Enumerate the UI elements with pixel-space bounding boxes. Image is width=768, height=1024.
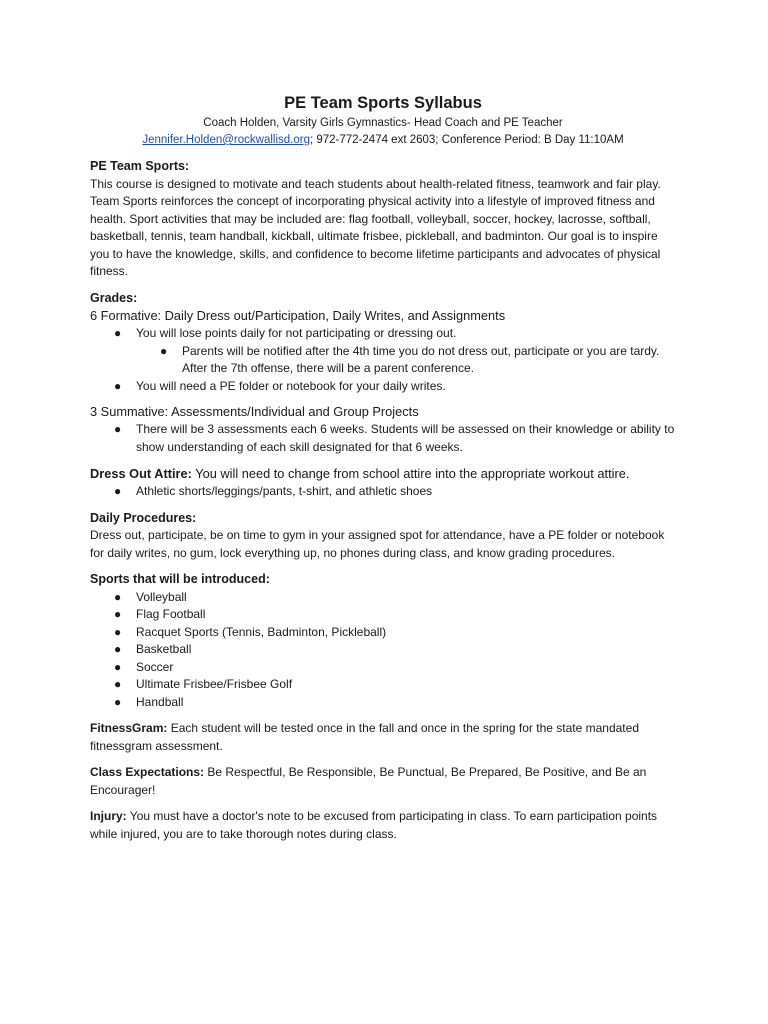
expectations-section bbox=[90, 764, 676, 799]
grades-section bbox=[90, 290, 676, 457]
grades-heading: Grades: bbox=[90, 290, 138, 305]
bullet-icon: ● bbox=[114, 677, 122, 691]
list-item: ● Basketball bbox=[90, 641, 676, 659]
bullet-icon: ● bbox=[114, 642, 122, 656]
bullet-icon: ● bbox=[114, 589, 122, 604]
sports-heading: Sports that will be introduced: bbox=[90, 572, 270, 586]
dress-out-body: You will need to change from school attire into the appropriate workout attire. bbox=[191, 466, 630, 481]
sports-section bbox=[90, 571, 676, 711]
email-link[interactable]: Jennifer.Holden@rockwallisd.org bbox=[142, 134, 310, 146]
dress-out-list bbox=[90, 483, 676, 501]
list-item: ● Volleyball bbox=[90, 589, 676, 607]
daily-procedures-body: Dress out, participate, be on time to gym in your assigned spot for attendance, have a PE folder or notebook for daily writes, no gum, lock everything up, no phones during class, and know grading procedures. bbox=[90, 528, 665, 560]
summative-list bbox=[90, 421, 676, 456]
team-sports-heading: PE Team Sports: bbox=[90, 159, 190, 173]
fitnessgram-heading: FitnessGram: bbox=[90, 721, 168, 735]
list-item: ● There will be 3 assessments each 6 weeks. Students will be assessed on their knowledge or ability to show understanding of each skill designated for that 6 weeks. bbox=[114, 422, 675, 454]
injury-heading: Injury: bbox=[90, 809, 127, 823]
fitnessgram-paragraph bbox=[90, 720, 676, 755]
daily-procedures-heading: Daily Procedures: bbox=[90, 510, 197, 525]
dress-out-section bbox=[90, 465, 676, 501]
bullet-icon: ● bbox=[114, 484, 122, 498]
contact-details: ; 972-772-2474 ext 2603; Conference Period: B Day 11:10AM bbox=[309, 134, 624, 146]
list-item: ● Soccer bbox=[90, 659, 676, 677]
bullet-icon: ● bbox=[114, 422, 122, 436]
expectations-body: Be Respectful, Be Responsible, Be Punctual, Be Prepared, Be Positive, and Be an Encourager! bbox=[90, 765, 647, 797]
team-sports-body: This course is designed to motivate and teach students about health-related fitness, teamwork and fair play. Team Sports reinforces the concept of incorporating physical activity into a lifestyle of improved fitness and health. Sport activities that may be included are: flag football, volleyball, soccer, hockey, lacrosse, softball, basketball, tennis, team handball, kickball, ultimate frisbee, pickleball, and badminton. Our goal is to inspire you to have the knowledge, skills, and confidence to become lifetime participants and advocates of physical fitness. bbox=[90, 176, 661, 278]
list-item: ● Ultimate Frisbee/Frisbee Golf bbox=[90, 676, 676, 694]
dress-out-paragraph bbox=[90, 465, 676, 483]
dress-out-heading: Dress Out Attire: bbox=[90, 466, 192, 481]
injury-body: You must have a doctor's note to be excused from participating in class. To earn participation points while injured, you are to take thorough notes during class. bbox=[90, 809, 658, 841]
bullet-icon: ● bbox=[114, 607, 122, 621]
daily-procedures-section bbox=[90, 510, 676, 563]
summative-heading: 3 Summative: Assessments/Individual and Group Projects bbox=[90, 404, 419, 419]
bullet-icon: ● bbox=[114, 378, 122, 393]
expectations-heading: Class Expectations: bbox=[90, 765, 205, 779]
sports-list bbox=[90, 589, 676, 712]
list-item: ● You will need a PE folder or notebook for your daily writes. bbox=[90, 378, 676, 396]
fitnessgram-section bbox=[90, 720, 676, 755]
team-sports-section bbox=[90, 158, 676, 281]
bullet-icon: ● bbox=[160, 343, 168, 358]
list-item: ● Flag Football bbox=[90, 606, 676, 624]
formative-heading: 6 Formative: Daily Dress out/Participation, Daily Writes, and Assignments bbox=[90, 308, 506, 323]
fitnessgram-body: Each student will be tested once in the fall and once in the spring for the state mandated fitnessgram assessment. bbox=[90, 721, 639, 753]
list-item: ● Athletic shorts/leggings/pants, t-shirt, and athletic shoes bbox=[90, 483, 676, 501]
list-item: ● Racquet Sports (Tennis, Badminton, Pickleball) bbox=[90, 624, 676, 642]
list-item: ● You will lose points daily for not participating or dressing out. bbox=[90, 325, 676, 343]
expectations-paragraph bbox=[90, 764, 676, 799]
list-item: ● Handball bbox=[90, 694, 676, 712]
formative-list bbox=[90, 325, 676, 395]
coach-info: Coach Holden, Varsity Girls Gymnastics- Head Coach and PE Teacher bbox=[203, 117, 563, 129]
bullet-icon: ● bbox=[114, 624, 122, 639]
bullet-icon: ● bbox=[114, 326, 122, 340]
page-title: PE Team Sports Syllabus bbox=[284, 94, 482, 112]
list-item: ● Parents will be notified after the 4th time you do not dress out, participate or you are tardy. After the 7th offense, there will be a parent conference. bbox=[160, 343, 660, 375]
injury-paragraph bbox=[90, 808, 676, 843]
bullet-icon: ● bbox=[114, 659, 122, 674]
contact-line bbox=[90, 132, 676, 149]
injury-section bbox=[90, 808, 676, 843]
bullet-icon: ● bbox=[114, 694, 122, 709]
